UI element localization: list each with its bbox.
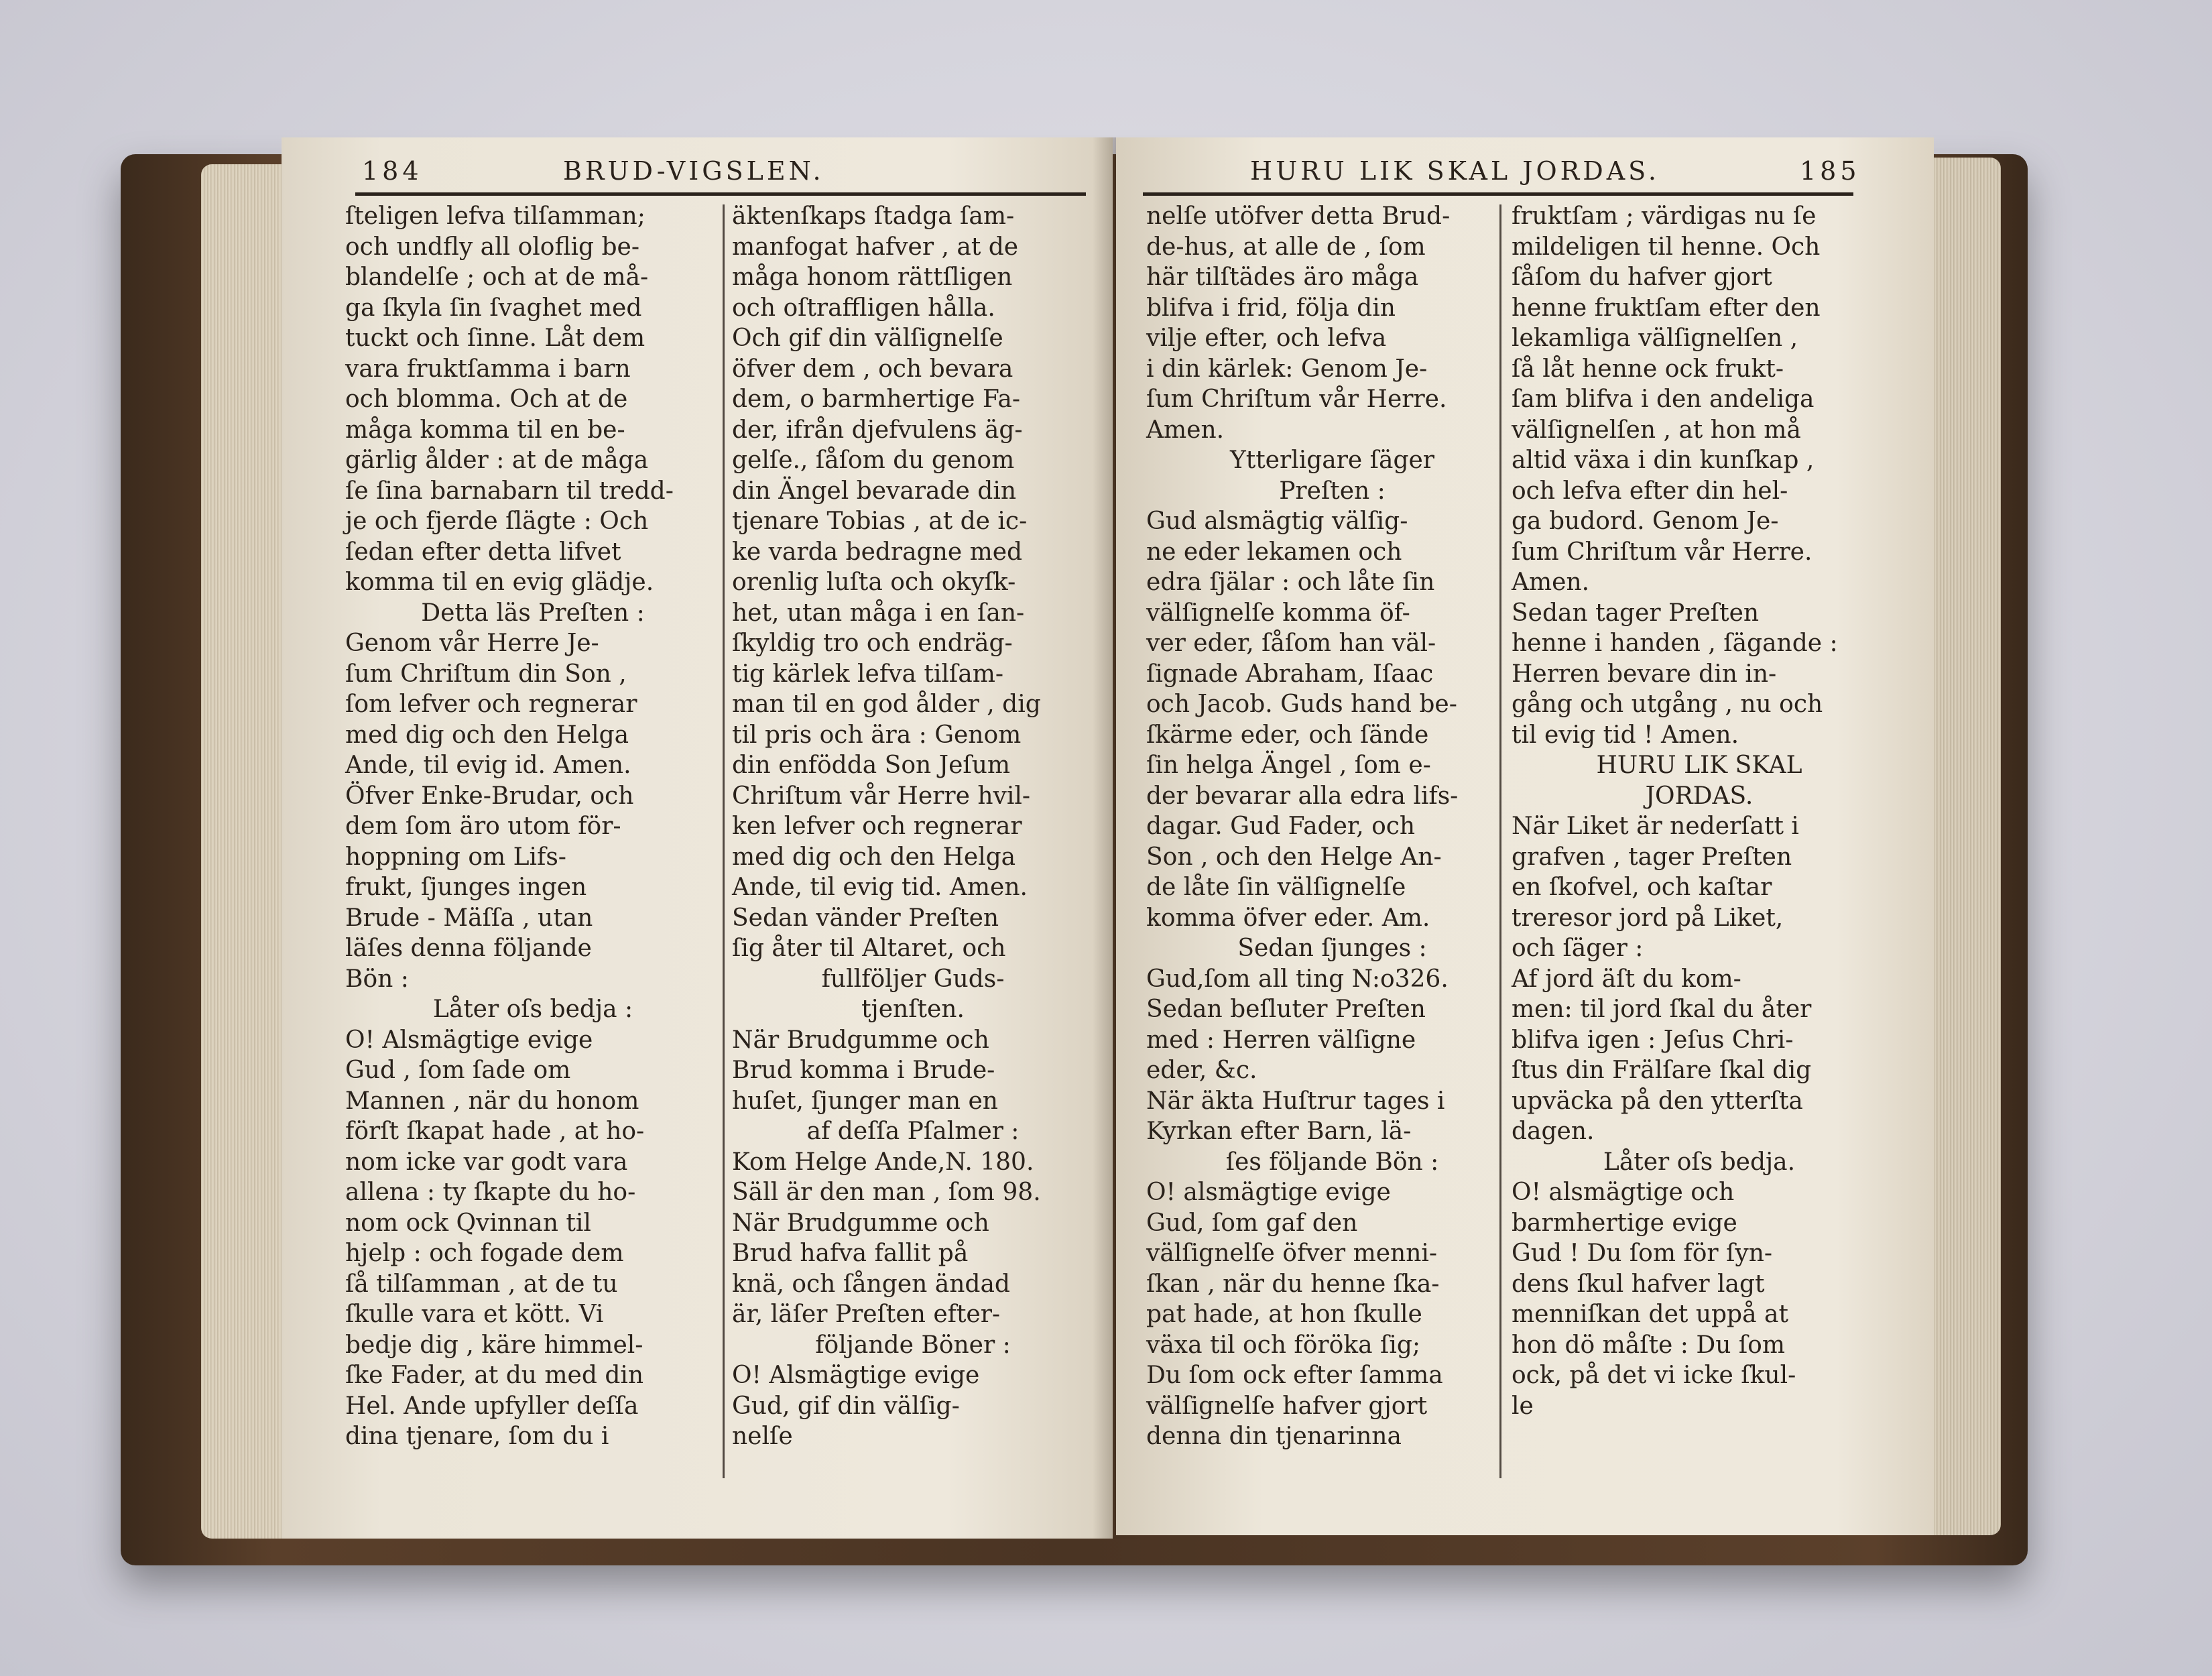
text-line: ga budord. Genom Je- [1512, 507, 1779, 535]
text-line: Preſten : [1279, 477, 1386, 505]
text-line: man til en god ålder , dig [732, 691, 1041, 718]
text-line: je och fjerde ſlägte : Och [345, 507, 649, 535]
text-line: lekamliga välſignelſen , [1512, 324, 1798, 352]
text-line: Låter oſs bedja : [432, 996, 633, 1023]
text-line: nom icke var godt vara [345, 1148, 628, 1176]
text-line: är, läſer Preſten efter- [732, 1301, 1001, 1328]
text-line: blandelſe ; och at de må- [345, 263, 649, 291]
text-line: Gud , ſom ſade om [345, 1057, 571, 1084]
text-line: Gud, ſom gaf den [1146, 1209, 1358, 1237]
text-line: barmhertige evige [1512, 1209, 1737, 1237]
text-line: henne fruktſam efter den [1512, 294, 1821, 322]
text-line: läſes denna följande [345, 935, 592, 962]
text-line: välſignelſen , at hon må [1512, 416, 1801, 444]
left-page [282, 137, 1113, 1539]
text-line: Chriſtum vår Herre hvil- [732, 782, 1031, 810]
text-line: ock, på det vi icke ſkul- [1512, 1362, 1796, 1389]
text-line: tig kärlek lefva tilſam- [732, 660, 1003, 688]
text-line: hon dö måſte : Du ſom [1512, 1331, 1785, 1359]
text-line: och undfly all oloflig be- [345, 233, 639, 261]
text-line: het, utan måga i en ſan- [732, 599, 1025, 627]
text-line: din enfödda Son Jeſum [732, 752, 1011, 779]
text-line: af deſſa Pſalmer : [806, 1118, 1020, 1145]
text-line: äktenſkaps ſtadga ſam- [732, 202, 1015, 230]
text-line: Kyrkan efter Barn, lä- [1146, 1118, 1412, 1145]
running-head-right: HURU LIK SKAL JORDAS. [1250, 156, 1660, 186]
text-line: en ſkofvel, och kaſtar [1512, 874, 1772, 901]
right-page [1116, 137, 1934, 1535]
text-line: ſkärme eder, och ſände [1146, 721, 1429, 749]
text-line: O! Alsmägtige evige [345, 1026, 593, 1054]
text-line: Son , och den Helge An- [1146, 843, 1442, 871]
text-line: nom ock Qvinnan til [345, 1209, 591, 1237]
text-line: de-hus, at alle de , ſom [1146, 233, 1426, 261]
text-line: tuckt och ſinne. Låt dem [345, 324, 646, 352]
column-divider-right [1499, 204, 1501, 1478]
text-line: och ſäger : [1512, 935, 1644, 962]
column-divider-left [723, 204, 725, 1478]
text-line: Bön : [345, 965, 409, 993]
text-line: din Ängel bevarade din [732, 477, 1017, 505]
text-line: hoppning om Lifs- [345, 843, 566, 871]
text-line: och blomma. Och at de [345, 385, 628, 413]
text-line: nelſe [732, 1423, 793, 1450]
text-line: Öfver Enke-Brudar, och [345, 782, 634, 810]
text-line: komma öfver eder. Am. [1146, 904, 1430, 932]
text-line: JORDAS. [1645, 782, 1754, 810]
text-line: denna din tjenarinna [1146, 1423, 1402, 1450]
text-line: Och gif din välſignelſe [732, 324, 1003, 352]
text-line: Ande, til evig id. Amen. [345, 752, 631, 779]
text-line: O! alsmägtige evige [1146, 1179, 1391, 1206]
text-line: tjenare Tobias , at de ic- [732, 507, 1028, 535]
text-line: edra ſjälar : och låte ſin [1146, 568, 1435, 596]
text-line: dem, o barmhertige Fa- [732, 385, 1020, 413]
text-line: När Brudgumme och [732, 1026, 989, 1054]
header-rule-left [355, 192, 1086, 196]
text-line: ſum Chriſtum din Son , [345, 660, 627, 688]
header-rule-right [1143, 192, 1853, 196]
text-line: När Liket är nederſatt i [1512, 813, 1799, 840]
text-line: När Brudgumme och [732, 1209, 989, 1237]
text-line: til evig tid ! Amen. [1512, 721, 1739, 749]
text-line: Gud alsmägtig välſig- [1146, 507, 1408, 535]
text-line: ſteligen lefva tilſamman; [345, 202, 646, 230]
text-line: här tilſtädes äro måga [1146, 263, 1419, 291]
text-line: Gud ! Du ſom för ſyn- [1512, 1240, 1773, 1267]
text-line: Hel. Ande upfyller deſſa [345, 1392, 639, 1420]
text-line: dens ſkul hafver lagt [1512, 1270, 1765, 1298]
text-line: ken lefver och regnerar [732, 813, 1022, 840]
text-line: hjelp : och fogade dem [345, 1240, 624, 1267]
page-edges-left [201, 164, 295, 1539]
text-line: Herren bevare din in- [1512, 660, 1777, 688]
page-number-right: 185 [1800, 156, 1861, 186]
text-line: ſtus din Frälſare ſkal dig [1512, 1057, 1812, 1084]
text-line: vilje efter, och lefva [1146, 324, 1387, 352]
text-line: mildeligen til henne. Och [1512, 233, 1821, 261]
text-line: Låter oſs bedja. [1603, 1148, 1796, 1176]
text-line: ſå låt henne ock frukt- [1512, 355, 1784, 383]
text-line: och Jacob. Guds hand be- [1146, 691, 1457, 718]
text-line: ſke Fader, at du med din [345, 1362, 644, 1389]
text-line: Brud hafva fallit på [732, 1240, 969, 1267]
text-line: ver eder, ſåſom han väl- [1146, 630, 1436, 657]
text-line: nelſe utöfver detta Brud- [1146, 202, 1451, 230]
text-line: huſet, ſjunger man en [732, 1087, 998, 1115]
text-line: och oſtraffligen hålla. [732, 294, 995, 322]
text-line: Kom Helge Ande,N. 180. [732, 1148, 1034, 1176]
text-line: Sedan vänder Preſten [732, 904, 999, 932]
running-head-left: BRUD-VIGSLEN. [563, 156, 824, 186]
text-line: Brud komma i Brude- [732, 1057, 995, 1084]
text-line: Mannen , när du honom [345, 1087, 639, 1115]
text-line: grafven , tager Preſten [1512, 843, 1792, 871]
text-line: O! alsmägtige och [1512, 1179, 1735, 1206]
text-line: ſkulle vara et kött. Vi [345, 1301, 604, 1328]
text-line: ſam blifva i den andeliga [1512, 385, 1815, 413]
text-line: treresor jord på Liket, [1512, 904, 1784, 932]
text-line: altid växa i din kunſkap , [1512, 446, 1815, 474]
text-line: upväcka på den ytterſta [1512, 1087, 1803, 1115]
text-line: Amen. [1146, 416, 1225, 444]
text-line: följande Böner : [815, 1331, 1011, 1359]
text-line: med : Herren välſigne [1146, 1026, 1416, 1054]
left-column-2 [732, 201, 1094, 1452]
text-line: manfogat hafver , at de [732, 233, 1019, 261]
text-line: ſig åter til Altaret, och [732, 935, 1006, 962]
text-line: ſignade Abraham, Iſaac [1146, 660, 1434, 688]
text-line: i din kärlek: Genom Je- [1146, 355, 1428, 383]
text-line: ga ſkyla ſin ſvaghet med [345, 294, 642, 322]
right-column-1 [1146, 201, 1518, 1452]
text-line: ſes följande Bön : [1225, 1148, 1439, 1176]
text-line: der, ifrån djefvulens äg- [732, 416, 1023, 444]
text-line: ke varda bedragne med [732, 538, 1023, 566]
text-line: med dig och den Helga [732, 843, 1016, 871]
text-line: måga honom rättſligen [732, 263, 1013, 291]
text-line: dem ſom äro utom för- [345, 813, 621, 840]
text-line: gärlig ålder : at de måga [345, 446, 649, 474]
text-line: ſå tilſamman , at de tu [345, 1270, 618, 1298]
text-line: Sedan ſjunges : [1237, 935, 1427, 962]
text-line: ſom lefver och regnerar [345, 691, 637, 718]
text-line: fullföljer Guds- [821, 965, 1005, 993]
text-line: tjenſten. [861, 996, 965, 1023]
text-line: menniſkan det uppå at [1512, 1301, 1788, 1328]
text-line: ſin helga Ängel , ſom e- [1146, 752, 1431, 779]
text-line: Brude - Mäſſa , utan [345, 904, 593, 932]
text-line: allena : ty ſkapte du ho- [345, 1179, 636, 1206]
text-line: välſignelſe komma öf- [1146, 599, 1410, 627]
text-line: Säll är den man , ſom 98. [732, 1179, 1041, 1206]
left-column-1 [345, 201, 721, 1452]
text-line: Ytterligare ſäger [1229, 446, 1435, 474]
text-line: ſåſom du hafver gjort [1512, 263, 1772, 291]
text-line: Af jord äſt du kom- [1512, 965, 1741, 993]
text-line: Sedan beſluter Preſten [1146, 996, 1426, 1023]
text-line: knä, och ſången ändad [732, 1270, 1010, 1298]
page-number-left: 184 [362, 156, 423, 186]
text-line: le [1512, 1392, 1534, 1420]
text-line: gång och utgång , nu och [1512, 691, 1823, 718]
text-line: O! Alsmägtige evige [732, 1362, 980, 1389]
text-line: henne i handen , ſägande : [1512, 630, 1838, 657]
text-line: välſignelſe öfver menni- [1146, 1240, 1438, 1267]
text-line: dina tjenare, ſom du i [345, 1423, 609, 1450]
text-line: Gud,ſom all ting N:o326. [1146, 965, 1449, 993]
text-line: Genom vår Herre Je- [345, 630, 599, 657]
right-column-2 [1512, 201, 1887, 1421]
text-line: Du ſom ock efter ſamma [1146, 1362, 1443, 1389]
text-line: växa til och föröka ſig; [1146, 1331, 1421, 1359]
text-line: måga komma til en be- [345, 416, 625, 444]
text-line: komma til en evig glädje. [345, 568, 654, 596]
text-line: ſum Chriſtum vår Herre. [1146, 385, 1447, 413]
text-line: dagen. [1512, 1118, 1595, 1145]
text-line: blifva i frid, följa din [1146, 294, 1396, 322]
text-line: pat hade, at hon ſkulle [1146, 1301, 1422, 1328]
text-line: HURU LIK SKAL [1596, 752, 1802, 779]
text-line: Ande, til evig tid. Amen. [732, 874, 1028, 901]
text-line: ſkyldig tro och endräg- [732, 630, 1013, 657]
text-line: bedje dig , käre himmel- [345, 1331, 643, 1359]
text-line: ſum Chriſtum vår Herre. [1512, 538, 1812, 566]
text-line: med dig och den Helga [345, 721, 629, 749]
text-line: öfver dem , och bevara [732, 355, 1013, 383]
text-line: Detta läs Preſten : [421, 599, 645, 627]
text-line: och lefva efter din hel- [1512, 477, 1788, 505]
text-line: Sedan tager Preſten [1512, 599, 1760, 627]
text-line: Amen. [1512, 568, 1590, 596]
text-line: När äkta Huſtrur tages i [1146, 1087, 1445, 1115]
text-line: der bevarar alla edra lifs- [1146, 782, 1459, 810]
text-line: men: til jord ſkal du åter [1512, 996, 1812, 1023]
text-line: ſedan efter detta lifvet [345, 538, 621, 566]
text-line: de låte ſin välſignelſe [1146, 874, 1406, 901]
text-line: orenlig luſta och okyſk- [732, 568, 1016, 596]
text-line: gelſe., ſåſom du genom [732, 446, 1015, 474]
text-line: fruktſam ; värdigas nu ſe [1512, 202, 1817, 230]
text-line: förſt ſkapat hade , at ho- [345, 1118, 645, 1145]
text-line: eder, &c. [1146, 1057, 1257, 1084]
text-line: til pris och ära : Genom [732, 721, 1022, 749]
text-line: Gud, gif din välſig- [732, 1392, 960, 1420]
text-line: ne eder lekamen och [1146, 538, 1402, 566]
text-line: vara fruktſamma i barn [345, 355, 631, 383]
text-line: ſe ſina barnabarn til tredd- [345, 477, 674, 505]
text-line: dagar. Gud Fader, och [1146, 813, 1416, 840]
text-line: välſignelſe hafver gjort [1146, 1392, 1428, 1420]
text-line: ſkan , när du henne ſka- [1146, 1270, 1440, 1298]
text-line: frukt, ſjunges ingen [345, 874, 587, 901]
text-line: blifva igen : Jeſus Chri- [1512, 1026, 1794, 1054]
